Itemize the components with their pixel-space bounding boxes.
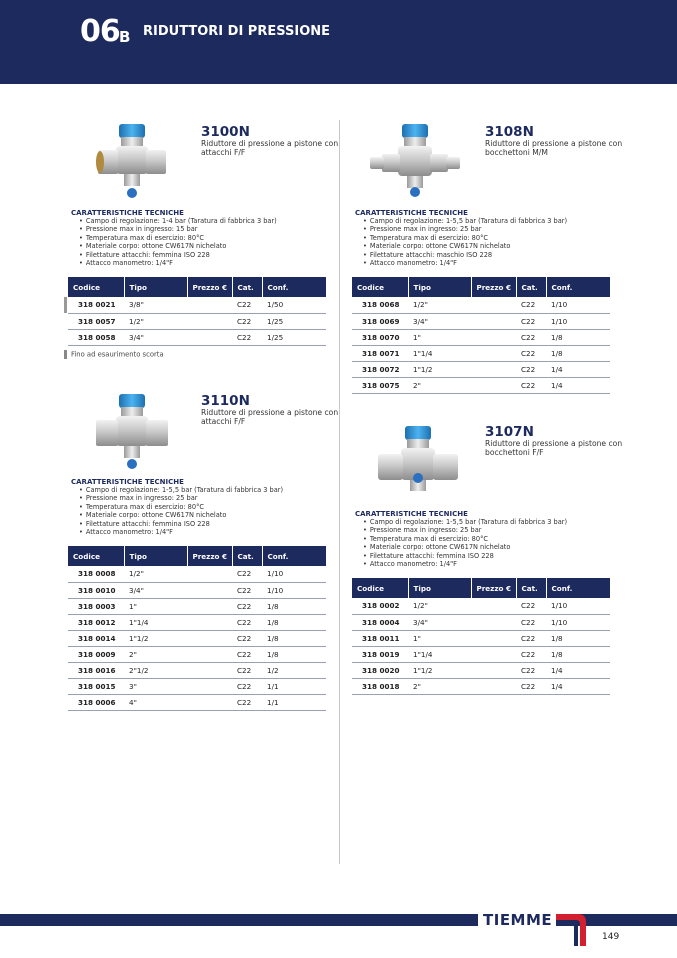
- table-row: 318 0075 2" C22 1/4: [352, 377, 610, 393]
- col-prezzo: Prezzo €: [471, 277, 516, 297]
- spec-item: • Campo di regolazione: 1-5,5 bar (Taratura di fabbrica 3 bar): [79, 486, 283, 494]
- chapter-number: 06: [80, 14, 120, 49]
- table-row: 318 0008 1/2" C22 1/10: [68, 566, 326, 582]
- col-cat: Cat.: [516, 578, 546, 598]
- table-row: 318 0006 4" C22 1/1: [68, 694, 326, 710]
- discontinued-note: [64, 350, 164, 359]
- product-table-3108N: [352, 277, 610, 394]
- table-row: 318 0058 3/4" C22 1/25: [68, 329, 326, 345]
- page-number: 149: [602, 932, 620, 942]
- col-prezzo: Prezzo €: [187, 277, 232, 297]
- table-row: 318 0020 1"1/2 C22 1/4: [352, 662, 610, 678]
- specs-title: CARATTERISTICHE TECNICHE: [355, 510, 468, 518]
- specs-list: [363, 217, 567, 267]
- product-description: Riduttore di pressione a pistone con bocchettoni M/M: [485, 139, 623, 157]
- logo-swoosh-icon: [556, 912, 596, 946]
- col-prezzo: Prezzo €: [471, 578, 516, 598]
- spec-item: • Pressione max in ingresso: 15 bar: [79, 225, 277, 233]
- spec-item: • Materiale corpo: ottone CW617N nichelato: [79, 242, 277, 250]
- table-row: 318 0070 1" C22 1/8: [352, 329, 610, 345]
- product-code: 3107N: [485, 424, 534, 440]
- table-row: 318 0002 1/2" C22 1/10: [352, 598, 610, 614]
- spec-item: • Temperatura max di esercizio: 80°C: [79, 503, 283, 511]
- spec-item: • Materiale corpo: ottone CW617N nichelato: [363, 242, 567, 250]
- specs-title: CARATTERISTICHE TECNICHE: [71, 209, 184, 217]
- col-codice: Codice: [352, 578, 408, 598]
- table-row: 318 0071 1"1/4 C22 1/8: [352, 345, 610, 361]
- table-row: 318 0012 1"1/4 C22 1/8: [68, 614, 326, 630]
- col-cat: Cat.: [232, 546, 262, 566]
- product-description: Riduttore di pressione a pistone con attacchi F/F: [201, 139, 339, 157]
- col-cat: Cat.: [232, 277, 262, 297]
- spec-item: • Temperatura max di esercizio: 80°C: [79, 234, 277, 242]
- specs-list: [363, 518, 567, 568]
- spec-item: • Temperatura max di esercizio: 80°C: [363, 234, 567, 242]
- col-tipo: Tipo: [124, 277, 187, 297]
- spec-item: • Attacco manometro: 1/4"F: [79, 259, 277, 267]
- table-row: 318 0009 2" C22 1/8: [68, 646, 326, 662]
- col-conf: Conf.: [546, 277, 610, 297]
- valve-3100N-image: [92, 118, 172, 200]
- spec-item: • Filettature attacchi: maschio ISO 228: [363, 251, 567, 259]
- column-divider: [339, 120, 340, 864]
- spec-item: • Filettature attacchi: femmina ISO 228: [79, 520, 283, 528]
- table-row: 318 0018 2" C22 1/4: [352, 678, 610, 694]
- table-header-row: [352, 277, 610, 297]
- col-codice: Codice: [352, 277, 408, 297]
- spec-item: • Filettature attacchi: femmina ISO 228: [363, 552, 567, 560]
- table-header-row: [68, 546, 326, 566]
- product-table-3100N: [68, 277, 326, 346]
- specs-list: [79, 486, 283, 536]
- spec-item: • Pressione max in ingresso: 25 bar: [79, 494, 283, 502]
- spec-item: • Campo di regolazione: 1-5,5 bar (Taratura di fabbrica 3 bar): [363, 518, 567, 526]
- spec-item: • Materiale corpo: ottone CW617N nichelato: [363, 543, 567, 551]
- spec-item: • Campo di regolazione: 1-4 bar (Taratura di fabbrica 3 bar): [79, 217, 277, 225]
- chapter-header: [0, 0, 677, 84]
- product-table-3107N: [352, 578, 610, 695]
- col-conf: Conf.: [262, 546, 326, 566]
- table-row: 318 0068 1/2" C22 1/10: [352, 297, 610, 313]
- spec-item: • Filettature attacchi: femmina ISO 228: [79, 251, 277, 259]
- spec-item: • Campo di regolazione: 1-5,5 bar (Taratura di fabbrica 3 bar): [363, 217, 567, 225]
- spec-item: • Pressione max in ingresso: 25 bar: [363, 225, 567, 233]
- spec-item: • Pressione max in ingresso: 25 bar: [363, 526, 567, 534]
- specs-title: CARATTERISTICHE TECNICHE: [71, 478, 184, 486]
- table-row: 318 0019 1"1/4 C22 1/8: [352, 646, 610, 662]
- valve-3110N-image: [92, 390, 172, 472]
- col-tipo: Tipo: [124, 546, 187, 566]
- note-text: Fino ad esaurimento scorta: [71, 350, 164, 359]
- table-row: 318 0057 1/2" C22 1/25: [68, 313, 326, 329]
- valve-3108N-image: [368, 120, 462, 200]
- specs-title: CARATTERISTICHE TECNICHE: [355, 209, 468, 217]
- table-row: 318 0069 3/4" C22 1/10: [352, 313, 610, 329]
- col-tipo: Tipo: [408, 277, 471, 297]
- col-codice: Codice: [68, 277, 124, 297]
- col-cat: Cat.: [516, 277, 546, 297]
- valve-3107N-image: [374, 422, 462, 504]
- table-row: 318 0011 1" C22 1/8: [352, 630, 610, 646]
- product-code: 3110N: [201, 393, 250, 409]
- table-row: 318 0072 1"1/2 C22 1/4: [352, 361, 610, 377]
- col-codice: Codice: [68, 546, 124, 566]
- chapter-title: RIDUTTORI DI PRESSIONE: [143, 24, 331, 39]
- col-tipo: Tipo: [408, 578, 471, 598]
- discontinued-marker: [64, 297, 67, 313]
- table-row: 318 0010 3/4" C22 1/10: [68, 582, 326, 598]
- table-header-row: [68, 277, 326, 297]
- table-row: 318 0015 3" C22 1/1: [68, 678, 326, 694]
- footer-bar: [0, 914, 478, 926]
- product-code: 3108N: [485, 124, 534, 140]
- spec-item: • Temperatura max di esercizio: 80°C: [363, 535, 567, 543]
- specs-list: [79, 217, 277, 267]
- table-row: 318 0021 3/8" C22 1/50: [68, 297, 326, 313]
- spec-item: • Attacco manometro: 1/4"F: [363, 560, 567, 568]
- col-prezzo: Prezzo €: [187, 546, 232, 566]
- product-description: Riduttore di pressione a pistone con attacchi F/F: [201, 408, 339, 426]
- chapter-letter: B: [119, 28, 131, 46]
- table-row: 318 0003 1" C22 1/8: [68, 598, 326, 614]
- note-marker: [64, 350, 67, 359]
- table-row: 318 0004 3/4" C22 1/10: [352, 614, 610, 630]
- brand-logo: TIEMME: [483, 911, 553, 929]
- product-table-3110N: [68, 546, 326, 711]
- table-header-row: [352, 578, 610, 598]
- table-row: 318 0016 2"1/2 C22 1/2: [68, 662, 326, 678]
- product-code: 3100N: [201, 124, 250, 140]
- spec-item: • Attacco manometro: 1/4"F: [363, 259, 567, 267]
- table-row: 318 0014 1"1/2 C22 1/8: [68, 630, 326, 646]
- spec-item: • Attacco manometro: 1/4"F: [79, 528, 283, 536]
- col-conf: Conf.: [546, 578, 610, 598]
- spec-item: • Materiale corpo: ottone CW617N nichelato: [79, 511, 283, 519]
- col-conf: Conf.: [262, 277, 326, 297]
- product-description: Riduttore di pressione a pistone con bocchettoni F/F: [485, 439, 623, 457]
